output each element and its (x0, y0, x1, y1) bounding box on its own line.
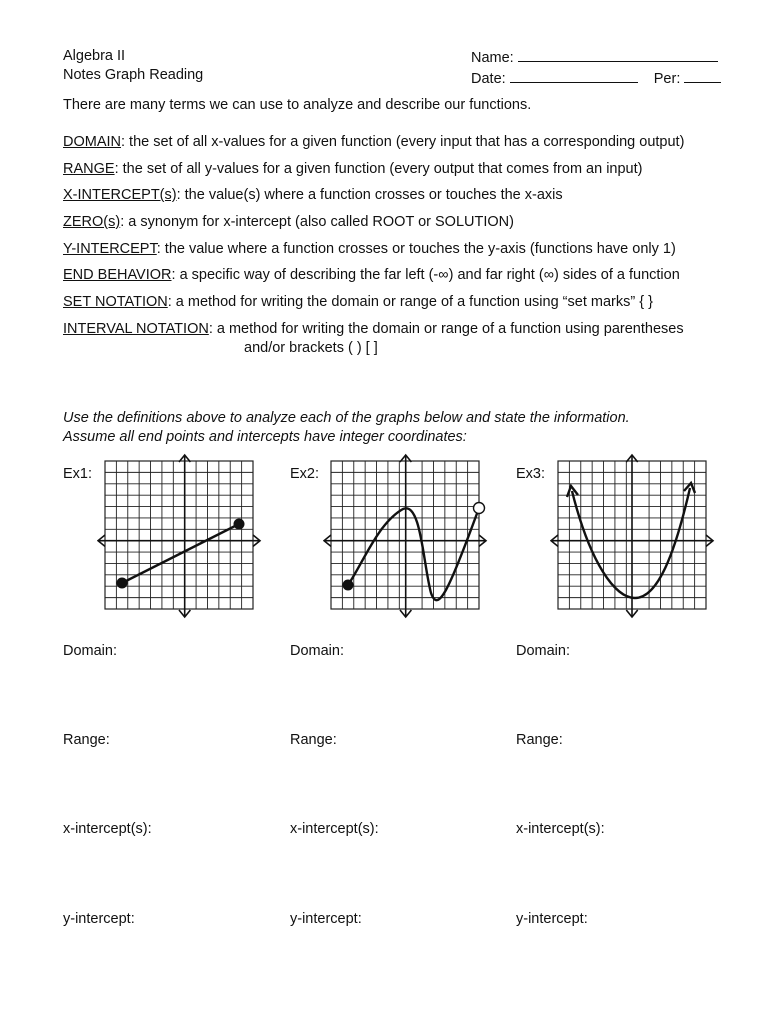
right-endpoint-closed (234, 519, 245, 530)
instructions (63, 409, 630, 447)
grid (105, 461, 253, 609)
definition-y-intercept (63, 241, 676, 257)
definition-zero (63, 214, 514, 230)
ex3-label: Ex3: (516, 466, 546, 482)
right-endpoint-open (474, 503, 485, 514)
definition-continuation: and/or brackets ( ) [ ] (244, 340, 378, 356)
definition-text: : the set of all x-values for a given function (every input that has a corresponding output) (121, 134, 685, 150)
header-left (63, 47, 203, 85)
ex3-graph (550, 453, 718, 625)
definition-term: Y-INTERCEPT (63, 241, 157, 257)
instructions-line-2: Assume all end points and intercepts have integer coordinates: (63, 429, 467, 445)
definition-text: : the value where a function crosses or touches the y-axis (functions have only 1) (156, 241, 676, 257)
definition-text: : the set of all y-values for a given function (every output that comes from an input) (114, 161, 643, 177)
ex1-x-intercept-label: x-intercept(s): (63, 821, 152, 837)
ex2-x-intercept-label: x-intercept(s): (290, 821, 379, 837)
definition-x-intercept (63, 187, 563, 203)
definition-term: RANGE (63, 161, 115, 177)
name-row (471, 47, 721, 68)
ex2-y-intercept-label: y-intercept: (290, 911, 362, 927)
left-endpoint-closed (117, 578, 128, 589)
definition-text: : a synonym for x-intercept (also called ROOT or SOLUTION) (120, 214, 514, 230)
definition-domain (63, 134, 684, 150)
ex3-range-label: Range: (516, 732, 563, 748)
ex2-graph (323, 453, 491, 625)
definition-term: INTERVAL NOTATION (63, 321, 209, 337)
definition-text: : the value(s) where a function crosses or touches the x-axis (176, 187, 563, 203)
intro-text: There are many terms we can use to analyze and describe our functions. (63, 97, 532, 113)
definition-interval-notation (63, 321, 684, 337)
name-label: Name: (471, 50, 514, 66)
ex3-domain-label: Domain: (516, 643, 570, 659)
ex1-y-intercept-label: y-intercept: (63, 911, 135, 927)
date-row (471, 68, 721, 89)
definition-term: ZERO(s) (63, 214, 121, 230)
ex2-domain-label: Domain: (290, 643, 344, 659)
left-endpoint-closed (343, 580, 354, 591)
definition-set-notation (63, 294, 653, 310)
axes (98, 455, 260, 617)
definition-term: END BEHAVIOR (63, 267, 172, 283)
ex1-label: Ex1: (63, 466, 93, 482)
definition-range (63, 161, 642, 177)
definition-term: DOMAIN (63, 134, 121, 150)
ex3-y-intercept-label: y-intercept: (516, 911, 588, 927)
axes (551, 455, 713, 617)
ex1-domain-label: Domain: (63, 643, 117, 659)
course-title: Algebra II (63, 48, 126, 64)
definition-term: SET NOTATION (63, 294, 168, 310)
ex3-x-intercept-label: x-intercept(s): (516, 821, 605, 837)
date-label: Date: (471, 71, 506, 87)
definition-text: : a method for writing the domain or range of a function using “set marks” { } (167, 294, 653, 310)
header-right (471, 47, 721, 89)
period-blank[interactable] (684, 68, 721, 83)
period-label: Per: (653, 71, 681, 87)
definition-text: : a method for writing the domain or range of a function using parentheses (208, 321, 684, 337)
date-blank[interactable] (510, 68, 638, 83)
ex1-graph (97, 453, 265, 625)
ex1-range-label: Range: (63, 732, 110, 748)
ex2-label: Ex2: (290, 466, 320, 482)
axes (324, 455, 486, 617)
ex2-range-label: Range: (290, 732, 337, 748)
instructions-line-1: Use the definitions above to analyze each of the graphs below and state the information. (63, 410, 630, 426)
name-blank[interactable] (518, 47, 718, 62)
definition-text: : a specific way of describing the far left (-∞) and far right (∞) sides of a function (171, 267, 680, 283)
definition-end-behavior (63, 267, 680, 283)
notes-title: Notes Graph Reading (63, 67, 204, 83)
definition-term: X-INTERCEPT(s) (63, 187, 177, 203)
